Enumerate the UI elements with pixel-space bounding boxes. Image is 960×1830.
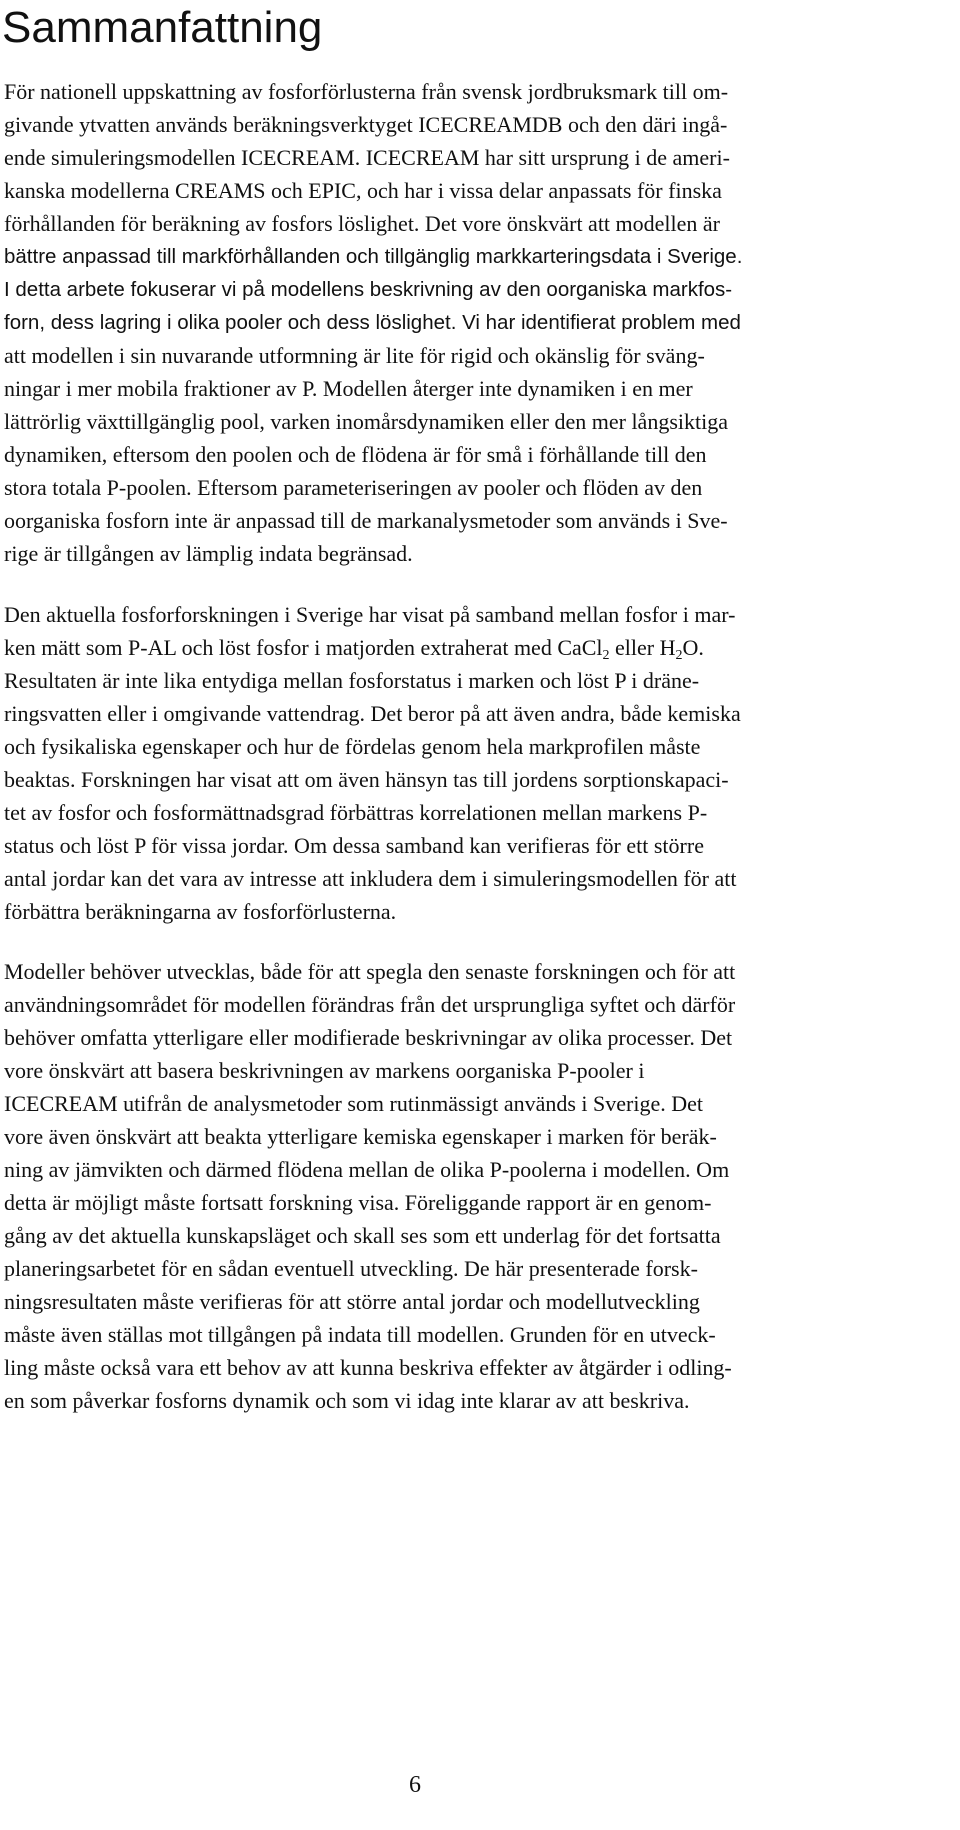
subscript: 2 [602,648,610,663]
text-line: kanska modellerna CREAMS och EPIC, och har i vissa delar anpassats för finska [4,178,722,203]
text-line: ning av jämvikten och därmed flödena mellan de olika P-poolerna i modellen. Om [4,1157,730,1182]
text-line: vore även önskvärt att beakta ytterligare kemiska egenskaper i marken för beräk- [4,1124,717,1149]
text-line: status och löst P för vissa jordar. Om dessa samband kan verifieras för ett större [4,833,704,858]
text-line: Modeller behöver utvecklas, både för att spegla den senaste forskningen och för att [4,959,736,984]
text-segment: O. [682,635,704,660]
text-line: ringsvatten eller i omgivande vattendrag. Det beror på att även andra, både kemiska [4,701,741,726]
text-line: förbättra beräkningarna av fosforförlusterna. [4,899,397,924]
text-line: ICECREAM utifrån de analysmetoder som rutinmässigt används i Sverige. Det [4,1091,703,1116]
text-line: gång av det aktuella kunskapsläget och skall ses som ett underlag för det fortsatta [4,1223,721,1248]
text-line: detta är möjligt måste fortsatt forskning visa. Föreliggande rapport är en genom- [4,1190,712,1215]
page-title: Sammanfattning [2,3,323,52]
text-line: antal jordar kan det vara av intresse att inkludera dem i simuleringsmodellen för att [4,866,737,891]
text-line: ling måste också vara ett behov av att kunna beskriva effekter av åtgärder i odling- [4,1355,732,1380]
page-number: 6 [409,1772,421,1798]
text-line: ningsresultaten måste verifieras för att större antal jordar och modellutveckling [4,1289,700,1314]
text-line-with-formulas [4,631,954,664]
text-line: tet av fosfor och fosformättnadsgrad förbättras korrelationen mellan markens P- [4,800,708,825]
text-line: ende simuleringsmodellen ICECREAM. ICECREAM har sitt ursprung i de ameri- [4,145,730,170]
text-line: ningar i mer mobila fraktioner av P. Modellen återger inte dynamiken i en mer [4,376,693,401]
text-line: lättrörlig växttillgänglig pool, varken inomårsdynamiken eller den mer långsiktiga [4,409,728,434]
text-line: förhållanden för beräkning av fosfors löslighet. Det vore önskvärt att modellen är [4,211,720,236]
text-line: en som påverkar fosforns dynamik och som vi idag inte klarar av att beskriva. [4,1388,690,1413]
text-line: I detta arbete fokuserar vi på modellens beskrivning av den oorganiska markfos- [4,278,733,301]
text-line: att modellen i sin nuvarande utformning är lite för rigid och okänslig för sväng- [4,343,705,368]
text-line: Den aktuella fosforforskningen i Sverige har visat på samband mellan fosfor i mar- [4,602,736,627]
text-line: givande ytvatten används beräkningsverktyget ICECREAMDB och den däri ingå- [4,112,728,137]
text-line: vore önskvärt att basera beskrivningen av markens oorganiska P-pooler i [4,1058,645,1083]
text-line: rige är tillgången av lämplig indata begränsad. [4,541,413,566]
text-line: och fysikaliska egenskaper och hur de fördelas genom hela markprofilen måste [4,734,701,759]
text-line: stora totala P-poolen. Eftersom parameteriseringen av pooler och flöden av den [4,475,703,500]
text-segment: ken mätt som P-AL och löst fosfor i matjorden extraherat med CaCl [4,635,603,660]
text-line: planeringsarbetet för en sådan eventuell utveckling. De här presenterade forsk- [4,1256,698,1281]
subscript: 2 [675,648,683,663]
text-line: dynamiken, eftersom den poolen och de flödena är för små i förhållande till den [4,442,707,467]
paragraph-2 [4,598,954,928]
text-segment: eller H [609,635,676,660]
text-line: måste även ställas mot tillgången på indata till modellen. Grunden för en utveck- [4,1322,716,1347]
text-line: behöver omfatta ytterligare eller modifierade beskrivningar av olika processer. Det [4,1025,733,1050]
paragraph-3 [4,955,954,1417]
text-line: bättre anpassad till markförhållanden och tillgänglig markkarteringsdata i Sverige. [4,245,743,268]
paragraph-1 [4,75,954,570]
text-line: För nationell uppskattning av fosforförlusterna från svensk jordbruksmark till om- [4,79,729,104]
text-line: användningsområdet för modellen förändras från det ursprungliga syftet och därför [4,992,736,1017]
text-line: Resultaten är inte lika entydiga mellan fosforstatus i marken och löst P i dräne- [4,668,700,693]
text-line: forn, dess lagring i olika pooler och dess löslighet. Vi har identifierat problem med [4,311,741,334]
text-line: beaktas. Forskningen har visat att om även hänsyn tas till jordens sorptionskapaci- [4,767,729,792]
text-line: oorganiska fosforn inte är anpassad till de markanalysmetoder som används i Sve- [4,508,728,533]
